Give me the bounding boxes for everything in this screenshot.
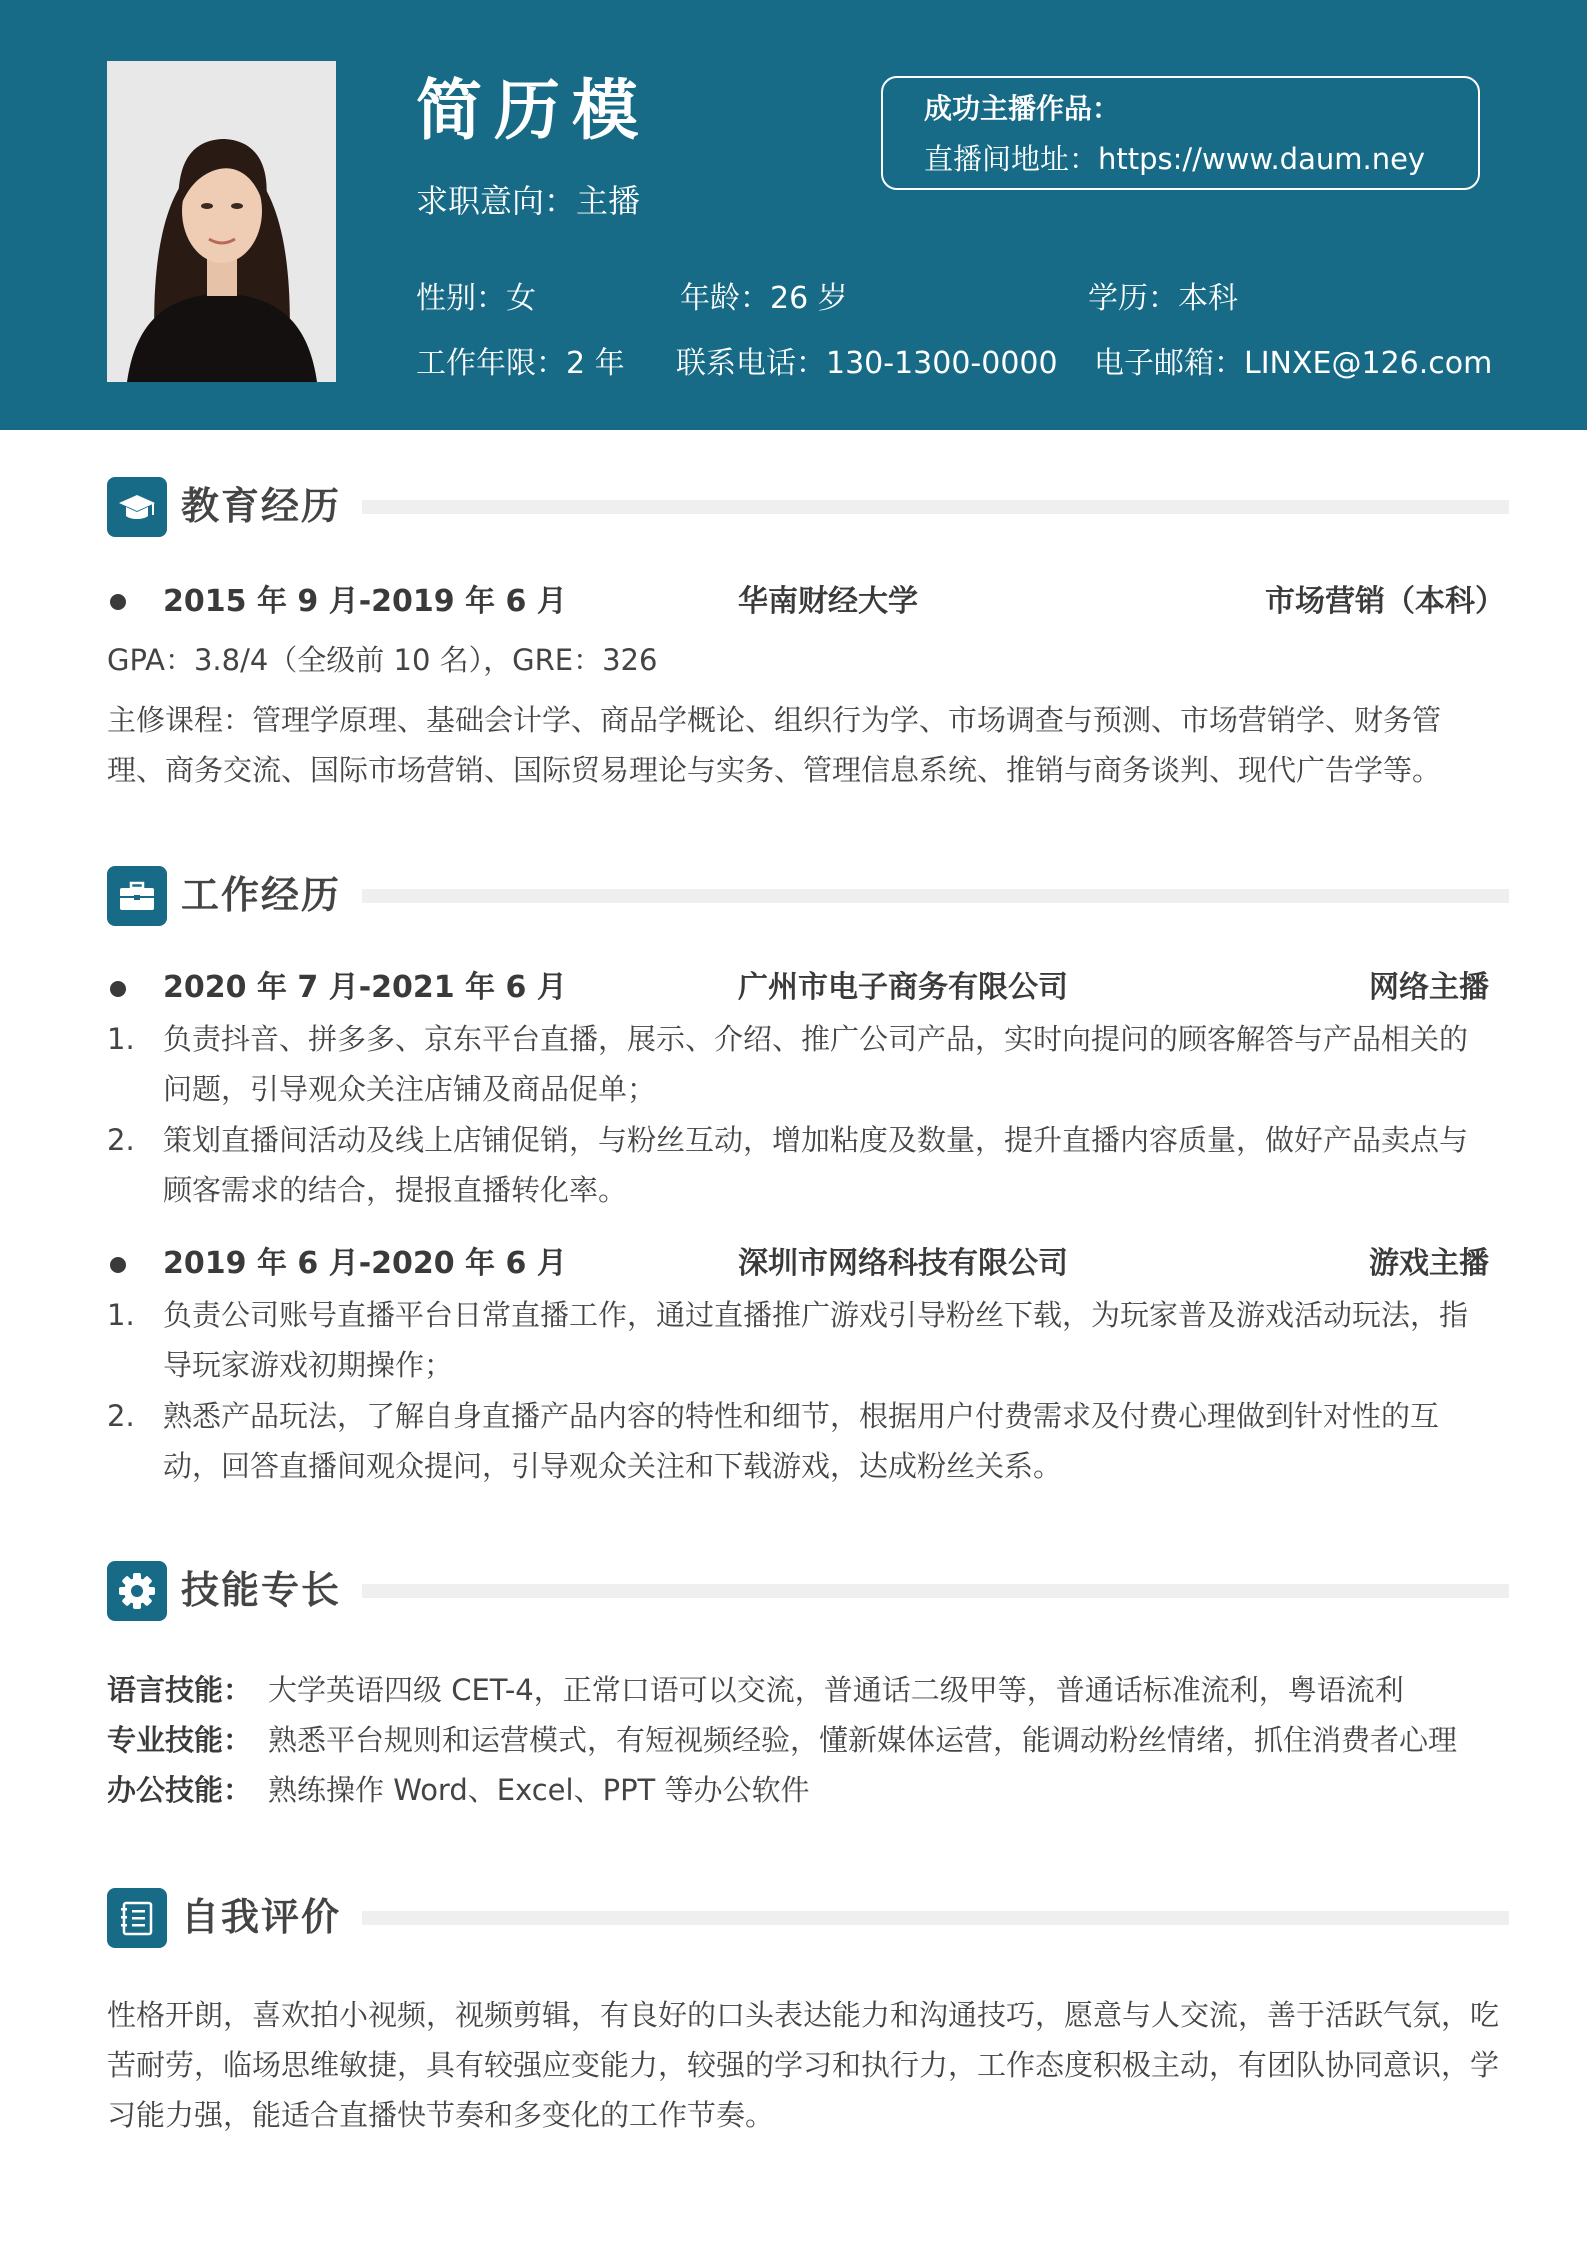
age: 年龄：26 岁 bbox=[680, 281, 848, 316]
gpa: GPA：3.8/4（全级前 10 名），GRE：326 bbox=[107, 643, 658, 677]
job-intent: 求职意向：主播 bbox=[416, 182, 641, 220]
phone: 联系电话：130-1300-0000 bbox=[676, 346, 1058, 381]
duty-text: 负责抖音、拼多多、京东平台直播，展示、介绍、推广公司产品，实时向提问的顾客解答与产品相关的问题，引导观众关注店铺及商品促单； bbox=[163, 1022, 1469, 1106]
school-name: 华南财经大学 bbox=[738, 584, 918, 619]
briefcase-icon bbox=[107, 866, 167, 926]
section-divider bbox=[362, 500, 1509, 514]
section-title-skills: 技能专长 bbox=[181, 1568, 342, 1612]
works-address-link[interactable]: 直播间地址：https://www.daum.ney bbox=[924, 142, 1426, 176]
bullet bbox=[110, 1257, 126, 1273]
company-name: 广州市电子商务有限公司 bbox=[738, 970, 1068, 1005]
list-number: 1. bbox=[107, 1298, 135, 1332]
skill-label: 办公技能： bbox=[107, 1773, 253, 1807]
list-number: 1. bbox=[107, 1022, 135, 1056]
self-evaluation: 性格开朗，喜欢拍小视频，视频剪辑，有良好的口头表达能力和沟通技巧，愿意与人交流，善于活跃气氛，吃苦耐劳，临场思维敏捷，具有较强应变能力，较强的学习和执行力，工作态度积极主动，有团队协同意识，学习能力强，能适合直播快节奏和多变化的工作节奏。 bbox=[107, 1998, 1500, 2132]
job-role: 网络主播 bbox=[1369, 970, 1489, 1005]
major: 市场营销（本科） bbox=[1265, 584, 1505, 619]
works-title: 成功主播作品： bbox=[924, 92, 1121, 125]
work-years: 工作年限：2 年 bbox=[416, 346, 625, 381]
email: 电子邮箱：LINXE@126.com bbox=[1094, 346, 1493, 381]
section-title-education: 教育经历 bbox=[181, 484, 342, 528]
section-divider bbox=[362, 889, 1509, 903]
job-period: 2019 年 6 月-2020 年 6 月 bbox=[163, 1246, 567, 1281]
skill-text: 大学英语四级 CET-4，正常口语可以交流，普通话二级甲等，普通话标准流利，粤语流利 bbox=[268, 1673, 1404, 1707]
list-number: 2. bbox=[107, 1123, 135, 1157]
gear-icon bbox=[107, 1561, 167, 1621]
skill-label: 专业技能： bbox=[107, 1723, 253, 1757]
graduation-cap-icon bbox=[107, 477, 167, 537]
courses: 主修课程：管理学原理、基础会计学、商品学概论、组织行为学、市场调查与预测、市场营销学、财务管理、商务交流、国际市场营销、国际贸易理论与实务、管理信息系统、推销与商务谈判、现代广告学等。 bbox=[107, 703, 1442, 787]
duty-text: 负责公司账号直播平台日常直播工作，通过直播推广游戏引导粉丝下载，为玩家普及游戏活动玩法，指导玩家游戏初期操作； bbox=[163, 1298, 1469, 1382]
section-title-self: 自我评价 bbox=[181, 1895, 342, 1939]
section-title-work: 工作经历 bbox=[181, 873, 342, 917]
duty-text: 策划直播间活动及线上店铺促销，与粉丝互动，增加粘度及数量，提升直播内容质量，做好产品卖点与顾客需求的结合，提报直播转化率。 bbox=[163, 1123, 1469, 1207]
works-box bbox=[881, 76, 1480, 190]
notebook-icon bbox=[107, 1888, 167, 1948]
skill-text: 熟悉平台规则和运营模式，有短视频经验，懂新媒体运营，能调动粉丝情绪，抓住消费者心理 bbox=[268, 1723, 1458, 1757]
applicant-name: 简历模 bbox=[416, 72, 650, 149]
bullet bbox=[110, 594, 126, 610]
job-period: 2020 年 7 月-2021 年 6 月 bbox=[163, 970, 567, 1005]
header-banner bbox=[0, 0, 1587, 430]
education-level: 学历：本科 bbox=[1088, 281, 1238, 316]
skill-text: 熟练操作 Word、Excel、PPT 等办公软件 bbox=[268, 1773, 810, 1807]
duty-text: 熟悉产品玩法，了解自身直播产品内容的特性和细节，根据用户付费需求及付费心理做到针对性的互动，回答直播间观众提问，引导观众关注和下载游戏，达成粉丝关系。 bbox=[163, 1399, 1440, 1483]
job-role: 游戏主播 bbox=[1369, 1246, 1489, 1281]
company-name: 深圳市网络科技有限公司 bbox=[738, 1246, 1068, 1281]
skill-label: 语言技能： bbox=[107, 1673, 253, 1707]
list-number: 2. bbox=[107, 1399, 135, 1433]
profile-photo bbox=[107, 61, 336, 382]
bullet bbox=[110, 981, 126, 997]
section-divider bbox=[362, 1584, 1509, 1598]
section-divider bbox=[362, 1911, 1509, 1925]
education-period: 2015 年 9 月-2019 年 6 月 bbox=[163, 584, 567, 619]
gender: 性别：女 bbox=[416, 281, 536, 316]
